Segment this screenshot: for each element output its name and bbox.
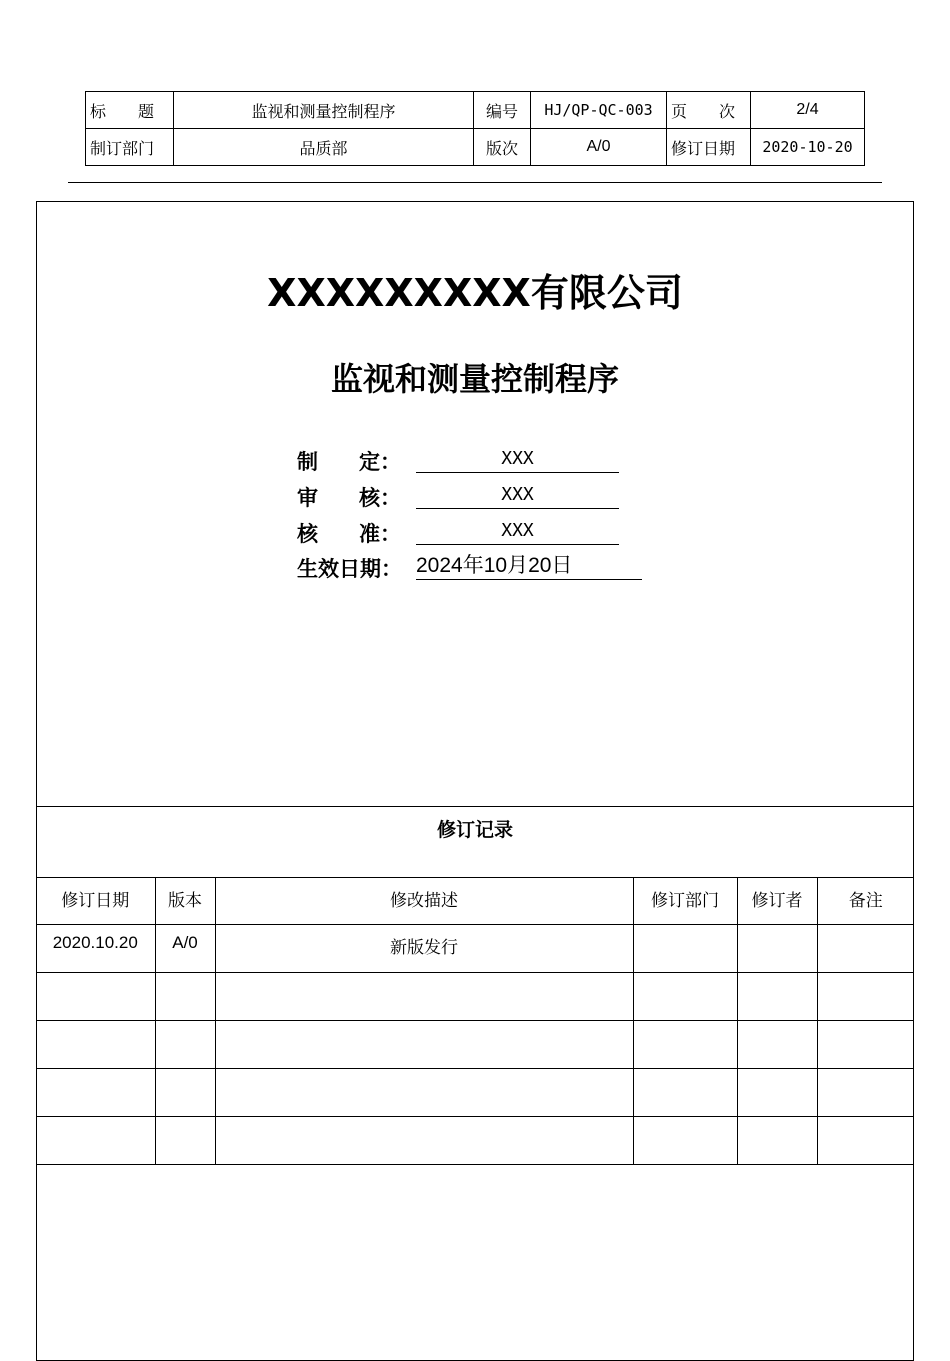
table-cell xyxy=(817,973,914,1021)
table-cell xyxy=(36,1069,155,1117)
table-cell xyxy=(737,1117,817,1165)
signature-row-prepared xyxy=(297,446,534,476)
table-row xyxy=(36,925,914,973)
table-cell xyxy=(633,1069,737,1117)
table-cell xyxy=(737,973,817,1021)
table-cell xyxy=(817,1069,914,1117)
title-label: 标 题 xyxy=(86,92,174,129)
table-cell: 新版发行 xyxy=(215,925,633,973)
header-divider xyxy=(68,182,882,183)
approved-value: XXX xyxy=(416,518,619,545)
table-cell xyxy=(155,973,215,1021)
effective-date-label: 生效日期： xyxy=(297,556,402,581)
version-label: 版次 xyxy=(474,129,531,166)
prepared-value: XXX xyxy=(416,446,619,473)
revision-record-header-row xyxy=(36,878,914,925)
table-cell xyxy=(817,925,914,973)
table-cell xyxy=(215,1069,633,1117)
table-row xyxy=(36,1069,914,1117)
signature-row-approved xyxy=(297,518,534,548)
table-cell xyxy=(817,1117,914,1165)
table-cell xyxy=(633,1117,737,1165)
table-cell xyxy=(737,1069,817,1117)
table-cell xyxy=(215,973,633,1021)
page-value: 2/4 xyxy=(751,92,865,129)
column-header: 修改描述 xyxy=(215,878,633,925)
table-cell xyxy=(36,973,155,1021)
prepared-label: 制 定： xyxy=(297,449,401,474)
table-cell xyxy=(633,925,737,973)
table-cell xyxy=(36,1117,155,1165)
column-header: 修订部门 xyxy=(633,878,737,925)
table-cell xyxy=(155,1021,215,1069)
page-label: 页 次 xyxy=(667,92,751,129)
reviewed-value: XXX xyxy=(416,482,619,509)
company-name: XXXXXXXXX有限公司 xyxy=(267,271,683,315)
number-label: 编号 xyxy=(474,92,531,129)
table-cell xyxy=(155,1069,215,1117)
dept-label: 制订部门 xyxy=(86,129,174,166)
table-cell: A/0 xyxy=(155,925,215,973)
header-row-1 xyxy=(86,92,865,129)
column-header: 版本 xyxy=(155,878,215,925)
table-cell xyxy=(215,1021,633,1069)
table-row xyxy=(36,973,914,1021)
table-cell xyxy=(155,1117,215,1165)
signature-row-effective-date xyxy=(297,553,573,583)
table-cell xyxy=(36,1021,155,1069)
document-title: 监视和测量控制程序 xyxy=(330,360,619,398)
column-header: 修订日期 xyxy=(36,878,155,925)
reviewed-label: 审 核： xyxy=(297,485,401,510)
signature-row-reviewed xyxy=(297,482,534,512)
table-cell xyxy=(633,973,737,1021)
dept-value: 品质部 xyxy=(174,129,474,166)
revision-record-table xyxy=(36,806,914,1165)
table-cell xyxy=(633,1021,737,1069)
header-row-2 xyxy=(86,129,865,166)
table-cell xyxy=(737,1021,817,1069)
revdate-label: 修订日期 xyxy=(667,129,751,166)
revision-record-title-row xyxy=(36,807,914,878)
table-row xyxy=(36,1117,914,1165)
document-header-table xyxy=(85,91,865,166)
table-cell: 2020.10.20 xyxy=(36,925,155,973)
column-header: 修订者 xyxy=(737,878,817,925)
title-value: 监视和测量控制程序 xyxy=(174,92,474,129)
table-cell xyxy=(817,1021,914,1069)
approved-label: 核 准： xyxy=(297,521,401,546)
column-header: 备注 xyxy=(817,878,914,925)
version-value: A/0 xyxy=(531,129,667,166)
revision-record-title: 修订记录 xyxy=(36,807,914,878)
table-cell xyxy=(737,925,817,973)
table-row xyxy=(36,1021,914,1069)
revdate-value: 2020-10-20 xyxy=(751,129,865,166)
number-value: HJ/QP-QC-003 xyxy=(531,92,667,129)
effective-date-value: 2024年10月20日 xyxy=(416,553,642,580)
table-cell xyxy=(215,1117,633,1165)
